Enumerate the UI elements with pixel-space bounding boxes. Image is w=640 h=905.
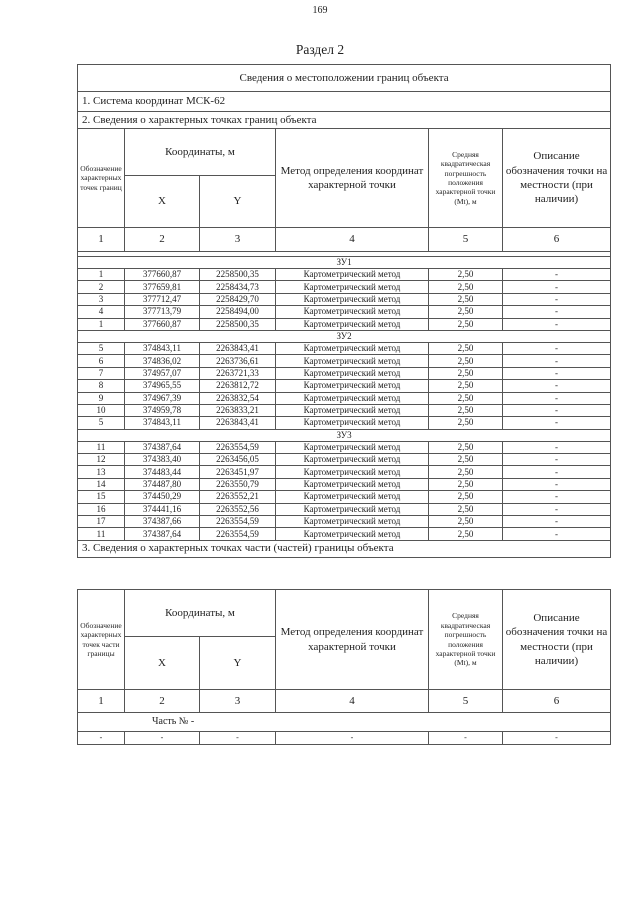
part-col-num-4: 4	[276, 690, 429, 713]
y-cell: 2263550,79	[200, 478, 276, 490]
method-cell: Картометрический метод	[276, 454, 429, 466]
part-cell: -	[503, 732, 611, 745]
y-cell: 2263552,21	[200, 491, 276, 503]
method-cell: Картометрический метод	[276, 281, 429, 293]
accuracy-cell: 2,50	[429, 392, 503, 404]
part-header-coords: Координаты, м	[125, 590, 276, 637]
accuracy-cell: 2,50	[429, 528, 503, 540]
table-row	[78, 342, 611, 354]
table-row	[78, 293, 611, 305]
point-id-cell: 16	[78, 503, 125, 515]
point-id-cell: 5	[78, 417, 125, 429]
y-cell: 2263843,41	[200, 342, 276, 354]
description-cell: -	[503, 380, 611, 392]
description-cell: -	[503, 478, 611, 490]
header-x: X	[125, 176, 200, 228]
table-row	[78, 417, 611, 429]
table-row	[78, 528, 611, 540]
description-cell: -	[503, 293, 611, 305]
part-col-num-1: 1	[78, 690, 125, 713]
method-cell: Картометрический метод	[276, 466, 429, 478]
section2-title: 2. Сведения о характерных точках границ объекта	[78, 112, 611, 129]
y-cell: 2263554,59	[200, 441, 276, 453]
point-id-cell: 9	[78, 392, 125, 404]
x-cell: 374387,64	[125, 441, 200, 453]
y-cell: 2263843,41	[200, 417, 276, 429]
point-id-cell: 8	[78, 380, 125, 392]
method-cell: Картометрический метод	[276, 380, 429, 392]
method-cell: Картометрический метод	[276, 503, 429, 515]
accuracy-cell: 2,50	[429, 491, 503, 503]
part-header-method: Метод определения координат характерной точки	[276, 590, 429, 690]
x-cell: 374441,16	[125, 503, 200, 515]
table-row	[78, 491, 611, 503]
header-method: Метод определения координат характерной точки	[276, 129, 429, 228]
x-cell: 374387,64	[125, 528, 200, 540]
col-num-3: 3	[200, 228, 276, 252]
table-row	[78, 380, 611, 392]
description-cell: -	[503, 367, 611, 379]
x-cell: 377660,87	[125, 269, 200, 281]
group-header-row	[78, 257, 611, 269]
accuracy-cell: 2,50	[429, 478, 503, 490]
method-cell: Картометрический метод	[276, 355, 429, 367]
header-point-id: Обозначение характерных точек границ	[78, 129, 125, 228]
table-row	[78, 454, 611, 466]
table-row	[78, 281, 611, 293]
point-id-cell: 14	[78, 478, 125, 490]
part-header-x: X	[125, 637, 200, 690]
y-cell: 2258500,35	[200, 269, 276, 281]
table-row	[78, 355, 611, 367]
x-cell: 377712,47	[125, 293, 200, 305]
col-num-5: 5	[429, 228, 503, 252]
table-title: Сведения о местоположении границ объекта	[78, 65, 611, 92]
method-cell: Картометрический метод	[276, 293, 429, 305]
table-row	[78, 478, 611, 490]
y-cell: 2263812,72	[200, 380, 276, 392]
group-header-row	[78, 429, 611, 441]
description-cell: -	[503, 318, 611, 330]
description-cell: -	[503, 306, 611, 318]
accuracy-cell: 2,50	[429, 417, 503, 429]
part-col-num-5: 5	[429, 690, 503, 713]
accuracy-cell: 2,50	[429, 342, 503, 354]
header-accuracy: Средняя квадратическая погрешность положения характерной точки (Mt), м	[429, 129, 503, 228]
accuracy-cell: 2,50	[429, 293, 503, 305]
part-cell: -	[78, 732, 125, 745]
description-cell: -	[503, 417, 611, 429]
accuracy-cell: 2,50	[429, 454, 503, 466]
point-id-cell: 4	[78, 306, 125, 318]
method-cell: Картометрический метод	[276, 269, 429, 281]
section3-title: 3. Сведения о характерных точках части (частей) границы объекта	[78, 540, 611, 557]
table-row	[78, 392, 611, 404]
method-cell: Картометрический метод	[276, 478, 429, 490]
point-id-cell: 6	[78, 355, 125, 367]
group-name: ЗУ1	[78, 257, 611, 269]
method-cell: Картометрический метод	[276, 306, 429, 318]
method-cell: Картометрический метод	[276, 491, 429, 503]
part-cell: -	[125, 732, 200, 745]
accuracy-cell: 2,50	[429, 355, 503, 367]
part-col-num-3: 3	[200, 690, 276, 713]
header-description: Описание обозначения точки на местности (при наличии)	[503, 129, 611, 228]
y-cell: 2263554,59	[200, 528, 276, 540]
x-cell: 374383,40	[125, 454, 200, 466]
method-cell: Картометрический метод	[276, 528, 429, 540]
point-id-cell: 1	[78, 269, 125, 281]
part-header-y: Y	[200, 637, 276, 690]
x-cell: 374843,11	[125, 417, 200, 429]
y-cell: 2258434,73	[200, 281, 276, 293]
description-cell: -	[503, 342, 611, 354]
x-cell: 374957,07	[125, 367, 200, 379]
accuracy-cell: 2,50	[429, 516, 503, 528]
point-id-cell: 12	[78, 454, 125, 466]
accuracy-cell: 2,50	[429, 318, 503, 330]
header-coords: Координаты, м	[125, 129, 276, 176]
description-cell: -	[503, 392, 611, 404]
coord-system: 1. Система координат МСК-62	[78, 92, 611, 112]
part-boundary-table	[77, 589, 611, 745]
point-id-cell: 5	[78, 342, 125, 354]
table-row	[78, 441, 611, 453]
table-row	[78, 404, 611, 416]
point-id-cell: 15	[78, 491, 125, 503]
table-row	[78, 503, 611, 515]
description-cell: -	[503, 269, 611, 281]
point-id-cell: 2	[78, 281, 125, 293]
part-header-description: Описание обозначения точки на местности (при наличии)	[503, 590, 611, 690]
part-label: Часть № -	[78, 713, 611, 732]
part-cell: -	[276, 732, 429, 745]
y-cell: 2263721,33	[200, 367, 276, 379]
page-number: 169	[312, 5, 328, 16]
x-cell: 374967,39	[125, 392, 200, 404]
point-id-cell: 11	[78, 441, 125, 453]
x-cell: 377659,81	[125, 281, 200, 293]
col-num-4: 4	[276, 228, 429, 252]
y-cell: 2263736,61	[200, 355, 276, 367]
part-col-num-6: 6	[503, 690, 611, 713]
header-y: Y	[200, 176, 276, 228]
x-cell: 377660,87	[125, 318, 200, 330]
description-cell: -	[503, 441, 611, 453]
method-cell: Картометрический метод	[276, 404, 429, 416]
description-cell: -	[503, 491, 611, 503]
part-header-point-id: Обозначение характерных точек части границы	[78, 590, 125, 690]
table-row	[78, 516, 611, 528]
part-cell: -	[200, 732, 276, 745]
point-id-cell: 1	[78, 318, 125, 330]
accuracy-cell: 2,50	[429, 404, 503, 416]
table-row	[78, 466, 611, 478]
method-cell: Картометрический метод	[276, 516, 429, 528]
part-table-row	[78, 732, 611, 745]
point-id-cell: 13	[78, 466, 125, 478]
description-cell: -	[503, 503, 611, 515]
table-row	[78, 306, 611, 318]
accuracy-cell: 2,50	[429, 380, 503, 392]
x-cell: 374487,80	[125, 478, 200, 490]
point-id-cell: 3	[78, 293, 125, 305]
method-cell: Картометрический метод	[276, 342, 429, 354]
table-row	[78, 367, 611, 379]
part-header-accuracy: Средняя квадратическая погрешность положения характерной точки (Mt), м	[429, 590, 503, 690]
description-cell: -	[503, 454, 611, 466]
y-cell: 2258500,35	[200, 318, 276, 330]
boundary-table	[77, 64, 611, 558]
x-cell: 374836,02	[125, 355, 200, 367]
point-id-cell: 7	[78, 367, 125, 379]
method-cell: Картометрический метод	[276, 367, 429, 379]
accuracy-cell: 2,50	[429, 269, 503, 281]
accuracy-cell: 2,50	[429, 466, 503, 478]
x-cell: 374483,44	[125, 466, 200, 478]
point-id-cell: 11	[78, 528, 125, 540]
y-cell: 2258429,70	[200, 293, 276, 305]
method-cell: Картометрический метод	[276, 392, 429, 404]
y-cell: 2263833,21	[200, 404, 276, 416]
part-cell: -	[429, 732, 503, 745]
x-cell: 374843,11	[125, 342, 200, 354]
group-name: ЗУ3	[78, 429, 611, 441]
group-header-row	[78, 330, 611, 342]
accuracy-cell: 2,50	[429, 281, 503, 293]
method-cell: Картометрический метод	[276, 441, 429, 453]
y-cell: 2263456,05	[200, 454, 276, 466]
y-cell: 2263451,97	[200, 466, 276, 478]
section-heading: Раздел 2	[295, 42, 345, 57]
y-cell: 2263832,54	[200, 392, 276, 404]
table-row	[78, 318, 611, 330]
description-cell: -	[503, 516, 611, 528]
accuracy-cell: 2,50	[429, 441, 503, 453]
x-cell: 377713,79	[125, 306, 200, 318]
col-num-1: 1	[78, 228, 125, 252]
description-cell: -	[503, 466, 611, 478]
col-num-2: 2	[125, 228, 200, 252]
description-cell: -	[503, 281, 611, 293]
table-row	[78, 269, 611, 281]
x-cell: 374450,29	[125, 491, 200, 503]
accuracy-cell: 2,50	[429, 503, 503, 515]
accuracy-cell: 2,50	[429, 306, 503, 318]
part-col-num-2: 2	[125, 690, 200, 713]
y-cell: 2258494,00	[200, 306, 276, 318]
group-name: ЗУ2	[78, 330, 611, 342]
description-cell: -	[503, 355, 611, 367]
point-id-cell: 10	[78, 404, 125, 416]
description-cell: -	[503, 528, 611, 540]
description-cell: -	[503, 404, 611, 416]
method-cell: Картометрический метод	[276, 318, 429, 330]
point-id-cell: 17	[78, 516, 125, 528]
y-cell: 2263554,59	[200, 516, 276, 528]
accuracy-cell: 2,50	[429, 367, 503, 379]
x-cell: 374387,66	[125, 516, 200, 528]
x-cell: 374959,78	[125, 404, 200, 416]
method-cell: Картометрический метод	[276, 417, 429, 429]
y-cell: 2263552,56	[200, 503, 276, 515]
col-num-6: 6	[503, 228, 611, 252]
x-cell: 374965,55	[125, 380, 200, 392]
